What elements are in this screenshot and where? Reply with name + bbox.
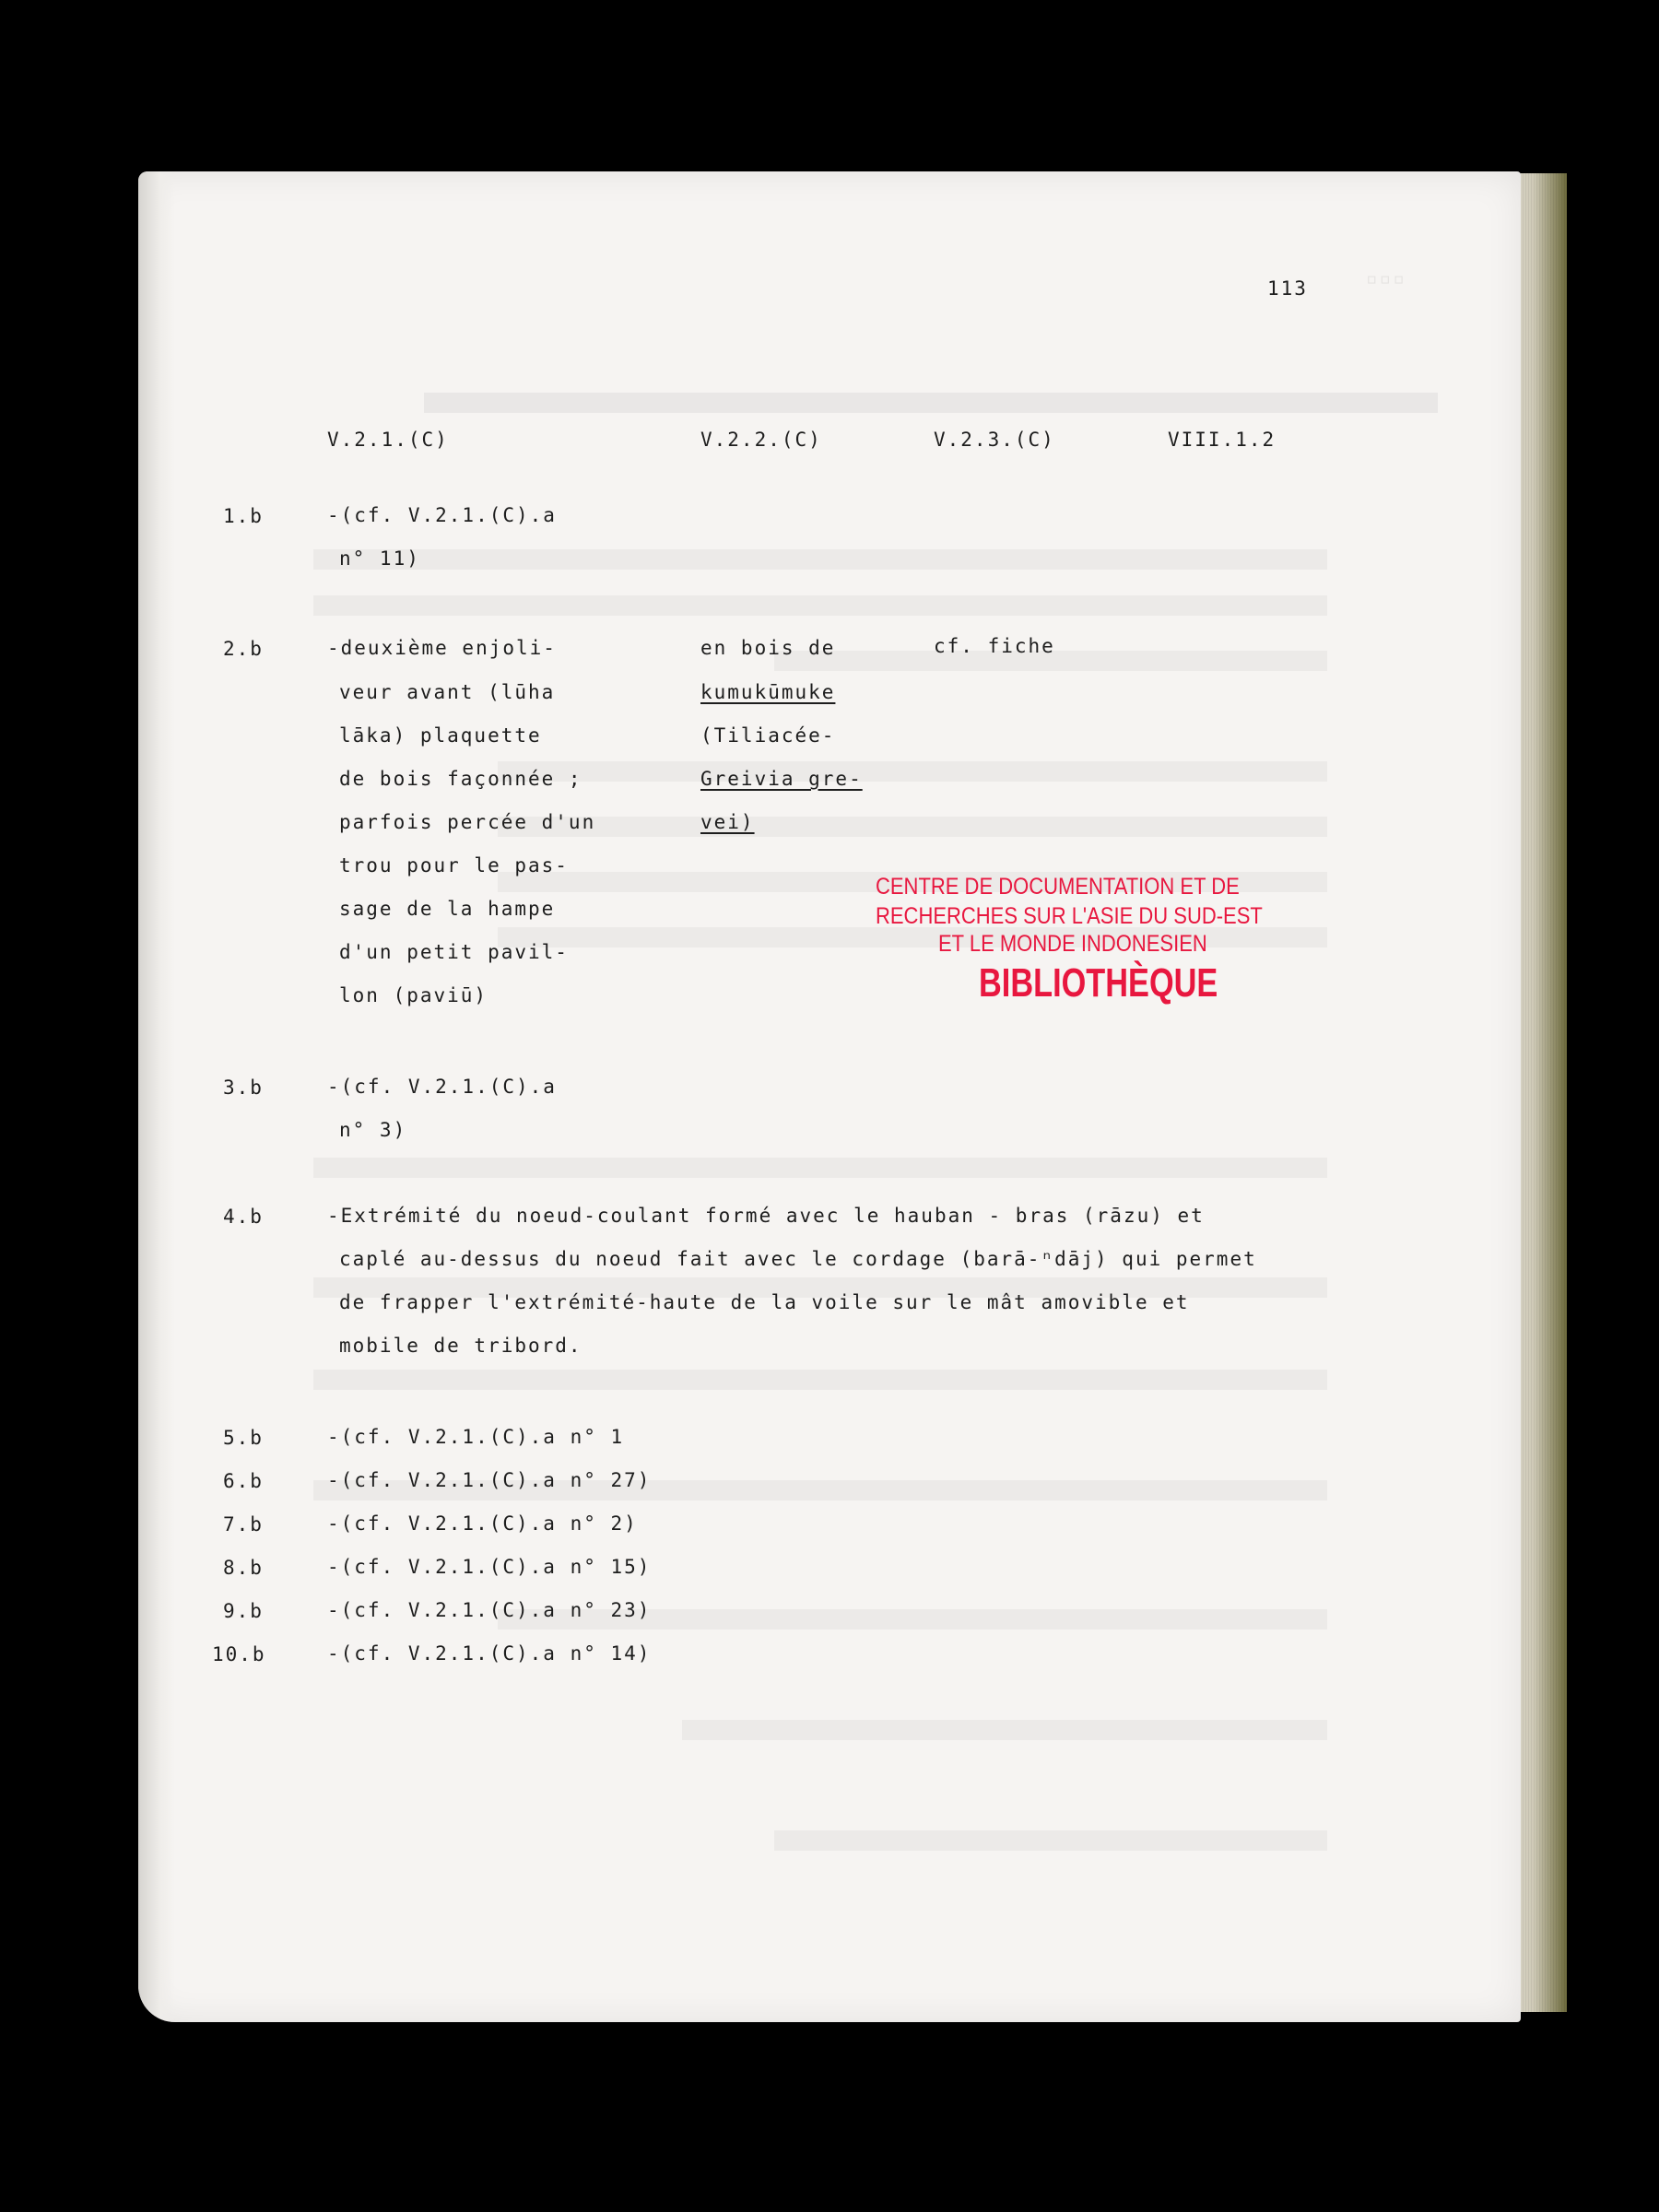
entry-text-line: -(cf. V.2.1.(C).a [327, 504, 557, 526]
entry-text-line: sage de la hampe [339, 898, 556, 920]
stamp-line-2: RECHERCHES SUR L'ASIE DU SUD-EST [876, 903, 1263, 929]
page-number: 113 [1267, 277, 1308, 300]
column-header-3: V.2.3.(C) [934, 429, 1055, 451]
entry-text-line: trou pour le pas- [339, 854, 569, 877]
stamp-line-1: CENTRE DE DOCUMENTATION ET DE [876, 874, 1240, 900]
entry-text-line: caplé au-dessus du noeud fait avec le cordage (barā-ⁿdāj) qui permet [339, 1248, 1257, 1270]
stamp-title: BIBLIOTHÈQUE [979, 960, 1218, 1006]
entry-text-line: d'un petit pavil- [339, 941, 569, 963]
entry-text-line: n° 3) [339, 1119, 407, 1141]
entry-text-line: veur avant (lūha [339, 681, 556, 703]
entry-number: 3.b [223, 1077, 264, 1099]
entry-col2-line: vei) [700, 811, 755, 833]
stamp-line-3: ET LE MONDE INDONESIEN [938, 931, 1207, 957]
entry-text-line: -(cf. V.2.1.(C).a n° 14) [327, 1642, 652, 1665]
column-header-1: V.2.1.(C) [327, 429, 449, 451]
entry-text-line: -(cf. V.2.1.(C).a n° 15) [327, 1556, 652, 1578]
entry-number: 6.b [223, 1470, 264, 1492]
entry-col2-line: Greivia gre- [700, 768, 863, 790]
entry-text-line: mobile de tribord. [339, 1335, 582, 1357]
entry-text-line: parfois percée d'un [339, 811, 596, 833]
entry-number: 2.b [223, 638, 264, 660]
entry-number: 5.b [223, 1427, 264, 1449]
entry-text-line: de frapper l'extrémité-haute de la voile sur le mât amovible et [339, 1291, 1190, 1313]
entry-number: 1.b [223, 505, 264, 527]
entry-number: 9.b [223, 1600, 264, 1622]
entry-text-line: n° 11) [339, 547, 420, 570]
entry-text-line: -(cf. V.2.1.(C).a [327, 1076, 557, 1098]
entry-text-line: -Extrémité du noeud-coulant formé avec le hauban - bras (rāzu) et [327, 1205, 1205, 1227]
entry-text-line: -(cf. V.2.1.(C).a n° 27) [327, 1469, 652, 1491]
entry-number: 7.b [223, 1513, 264, 1535]
entry-col2-line: en bois de [700, 637, 836, 659]
entry-text-line: lāka) plaquette [339, 724, 542, 747]
entry-col3-line: cf. fiche [934, 635, 1055, 657]
reverse-page-show-through: ▫▫▫ [138, 171, 1521, 2022]
column-header-2: V.2.2.(C) [700, 429, 822, 451]
entry-number: 8.b [223, 1557, 264, 1579]
entry-number: 10.b [212, 1643, 266, 1665]
entry-text-line: lon (paviū) [339, 984, 488, 1006]
entry-text-line: -(cf. V.2.1.(C).a n° 1 [327, 1426, 625, 1448]
document-page [138, 171, 1521, 2022]
entry-text-line: -(cf. V.2.1.(C).a n° 23) [327, 1599, 652, 1621]
entry-text-line: -deuxième enjoli- [327, 637, 557, 659]
entry-col2-line: kumukūmuke [700, 681, 836, 703]
library-stamp [876, 874, 1355, 1067]
entry-text-line: de bois façonnée ; [339, 768, 582, 790]
entry-text-line: -(cf. V.2.1.(C).a n° 2) [327, 1512, 638, 1535]
entry-col2-line: (Tiliacée- [700, 724, 836, 747]
column-header-4: VIII.1.2 [1168, 429, 1277, 451]
entry-number: 4.b [223, 1206, 264, 1228]
